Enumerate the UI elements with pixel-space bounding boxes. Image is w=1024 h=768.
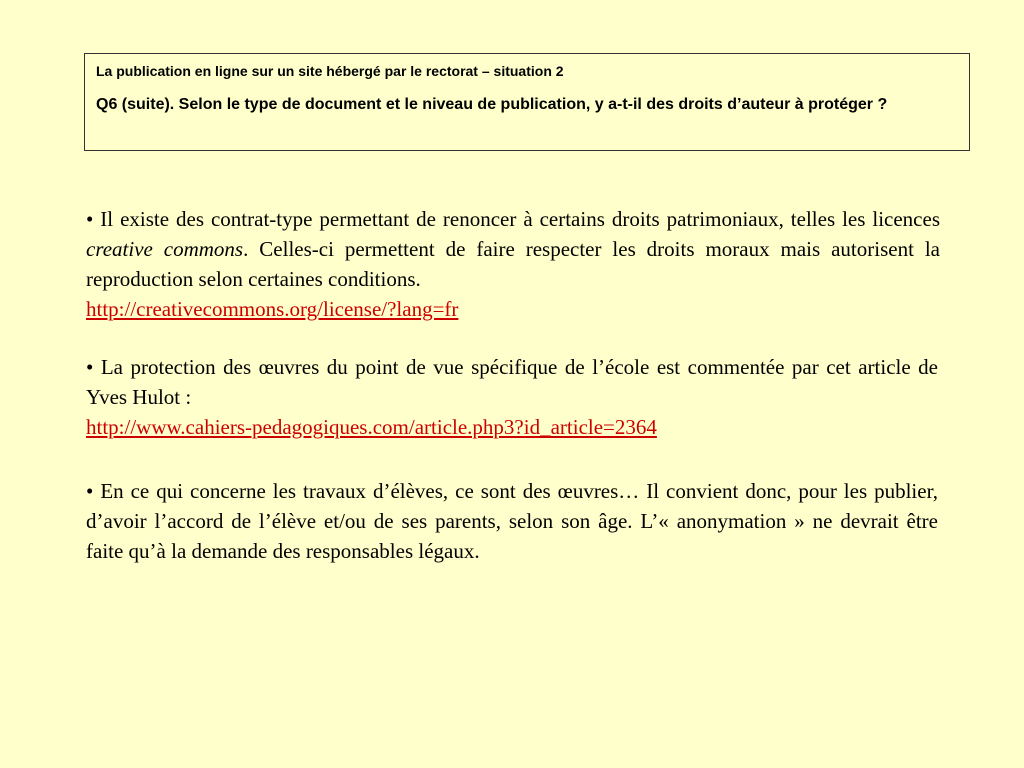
situation-heading: La publication en ligne sur un site hébergé par le rectorat – situation 2 [96,63,564,79]
creative-commons-link[interactable]: http://creativecommons.org/license/?lang=fr [86,297,459,321]
bullet-2-text: • La protection des œuvres du point de vue spécifique de l’école est commentée par cet article de Yves Hulot : [86,355,938,409]
bullet-1-text-end: . Celles-ci permettent de faire respecter les droits moraux mais autorisent la reproduction selon certaines conditions. [86,237,941,291]
bullet-1-text: • Il existe des contrat-type permettant de renoncer à certains droits patrimoniaux, telles les licences [86,207,940,231]
bullet-3-text: • En ce qui concerne les travaux d’élèves, ce sont des œuvres… Il convient donc, pour les publier, d’avoir l’accord de l’élève et/ou de ses parents, selon son âge. L’« anonymation » ne devrait être faite qu’à la demande des responsables légaux. [86,479,938,563]
cahiers-pedagogiques-link[interactable]: http://www.cahiers-pedagogiques.com/article.php3?id_article=2364 [86,415,657,439]
bullet-1-emphasis: creative commons [86,237,244,261]
bullet-student-works [86,476,938,566]
slide-title-box [84,53,970,151]
question-heading: Q6 (suite). Selon le type de document et le niveau de publication, y a-t-il des droits d’auteur à protéger ? [96,96,888,113]
bullet-creative-commons [86,204,940,324]
bullet-school-protection [86,352,938,442]
